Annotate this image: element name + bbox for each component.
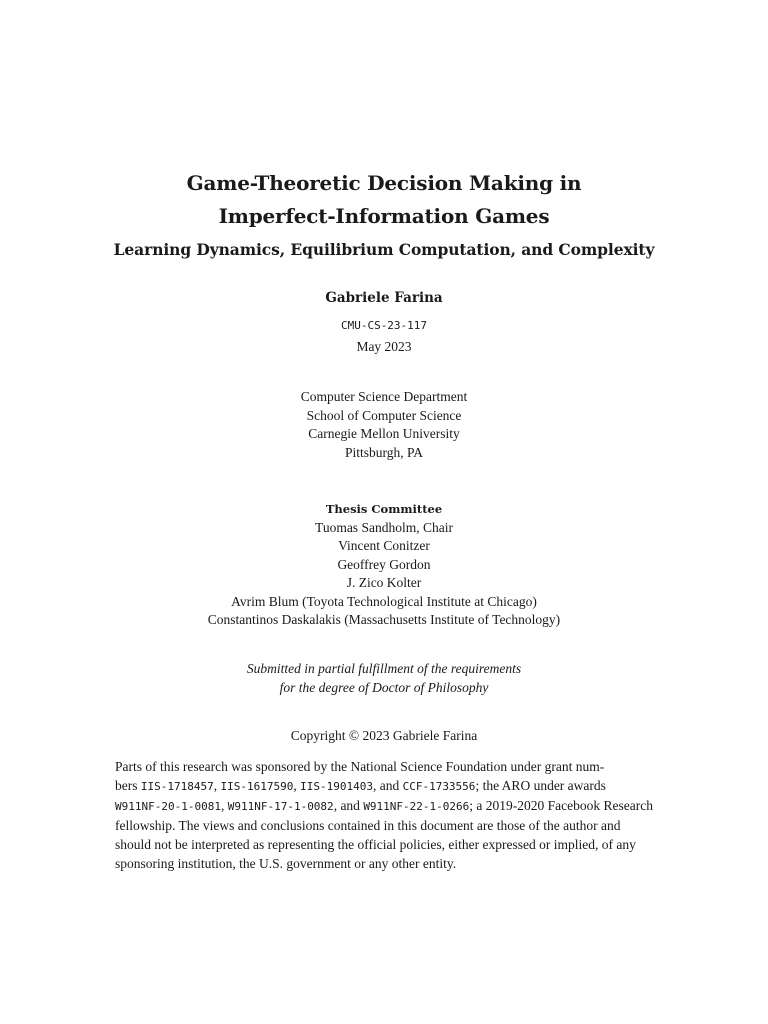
funding-text: ; the ARO under awards bbox=[475, 778, 606, 793]
funding-paragraph bbox=[115, 757, 653, 873]
funding-line-1: Parts of this research was sponsored by the National Science Foundation under grant num- bbox=[115, 759, 605, 774]
funding-line-5: should not be interpreted as representing the official policies, either expressed or implied, of any bbox=[115, 837, 636, 852]
funding-text: , bbox=[293, 778, 301, 793]
funding-line-2 bbox=[115, 776, 653, 796]
award-number: W911NF-17-1-0082 bbox=[227, 800, 334, 813]
award-number: W911NF-20-1-0081 bbox=[115, 800, 221, 813]
committee-member: Constantinos Daskalakis (Massachusetts Institute of Technology) bbox=[207, 612, 561, 627]
award-number: W911NF-22-1-0266 bbox=[363, 800, 470, 813]
submission-line-1: Submitted in partial fulfillment of the requirements bbox=[246, 661, 522, 676]
committee-member: Avrim Blum (Toyota Technological Institute at Chicago) bbox=[231, 593, 537, 609]
copyright-notice: Copyright © 2023 Gabriele Farina bbox=[290, 728, 478, 743]
affiliation-department: Computer Science Department bbox=[300, 389, 468, 404]
funding-line-6: sponsoring institution, the U.S. government or any other entity. bbox=[115, 856, 457, 871]
grant-number: IIS-1718457 bbox=[140, 780, 214, 793]
grant-number: CCF-1733556 bbox=[402, 780, 476, 793]
thesis-title-line-2: Imperfect-Information Games bbox=[218, 204, 550, 228]
submission-line-2: for the degree of Doctor of Philosophy bbox=[279, 680, 489, 695]
report-number: CMU-CS-23-117 bbox=[340, 319, 428, 332]
funding-text: ; a 2019-2020 Facebook Research bbox=[469, 798, 653, 813]
grant-number: IIS-1617590 bbox=[220, 780, 294, 793]
committee-member: Vincent Conitzer bbox=[338, 538, 430, 553]
affiliation-school: School of Computer Science bbox=[306, 407, 462, 423]
publication-date: May 2023 bbox=[356, 339, 412, 354]
funding-text: , bbox=[213, 778, 221, 793]
affiliation-university: Carnegie Mellon University bbox=[308, 426, 460, 441]
submission-statement bbox=[0, 659, 768, 697]
affiliation-block bbox=[0, 388, 768, 462]
funding-text: bers bbox=[115, 778, 141, 793]
committee-heading: Thesis Committee bbox=[325, 502, 443, 516]
funding-text: , and bbox=[333, 798, 364, 813]
committee-member: J. Zico Kolter bbox=[346, 575, 422, 590]
thesis-subtitle: Learning Dynamics, Equilibrium Computation, and Complexity bbox=[113, 240, 655, 259]
committee-member: Geoffrey Gordon bbox=[337, 556, 431, 572]
thesis-title-line-1: Game-Theoretic Decision Making in bbox=[186, 171, 582, 195]
grant-number: IIS-1901403 bbox=[300, 780, 373, 793]
funding-text: , bbox=[220, 798, 228, 813]
affiliation-location: Pittsburgh, PA bbox=[344, 444, 424, 460]
committee-member: Tuomas Sandholm, Chair bbox=[315, 519, 453, 535]
author-name: Gabriele Farina bbox=[325, 290, 443, 306]
committee-block bbox=[0, 500, 768, 630]
funding-line-3 bbox=[115, 796, 653, 816]
funding-line-4: fellowship. The views and conclusions contained in this document are those of the author and bbox=[115, 818, 621, 833]
funding-text: , and bbox=[372, 778, 403, 793]
